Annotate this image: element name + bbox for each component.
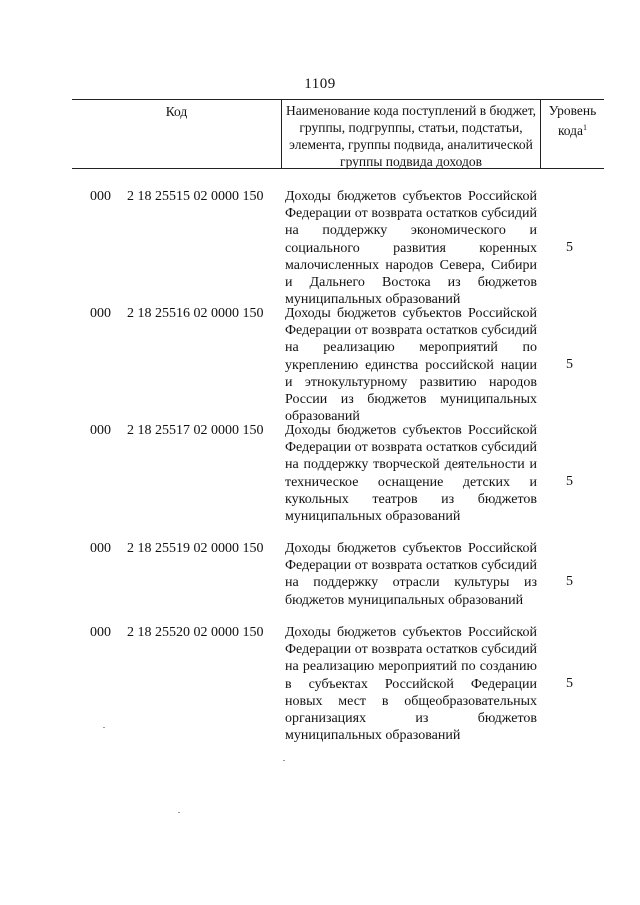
row-name: Доходы бюджетов субъектов Российской Федерации от возврата остатков субсидий на реализацию мероприятий по укреплению единства российской нации и этнокультурному развитию народов России из бюджетов муниципальных образований [285,306,537,425]
row-group-code: 000 [90,625,111,640]
header-name-label: Наименование кода поступлений в бюджет, группы, подгруппы, статьи, подстатьи, элемента, группы подвида, аналитической группы подвида доходов [281,100,541,168]
row-name: Доходы бюджетов субъектов Российской Федерации от возврата остатков субсидий на поддержку экономического и социального развития коренных малочисленных народов Севера, Сибири и Дальнего Востока из бюджетов муниципальных образований [285,189,537,308]
row-level: 5 [566,357,573,372]
row-revenue-code: 2 18 25516 02 0000 150 [127,306,264,321]
row-revenue-code: 2 18 25517 02 0000 150 [127,423,264,438]
row-name: Доходы бюджетов субъектов Российской Федерации от возврата остатков субсидий на реализацию мероприятий по созданию в субъектах Российской Федерации новых мест в общеобразовательных организациях из бюджетов муниципальных образований [285,625,537,744]
row-revenue-code: 2 18 25519 02 0000 150 [127,541,264,556]
row-group-code: 000 [90,189,111,204]
row-level: 5 [566,574,573,589]
row-level: 5 [566,474,573,489]
header-level-footnote: 1 [583,123,588,132]
scan-speck [178,812,180,813]
row-group-code: 000 [90,306,111,321]
row-revenue-code: 2 18 25520 02 0000 150 [127,625,264,640]
header-level-cell [541,100,604,168]
row-level: 5 [566,676,573,691]
header-level-label: Уровень кода [548,103,597,138]
header-code-label: Код [165,104,188,119]
scan-speck [283,760,285,761]
table-header [72,99,604,169]
row-name: Доходы бюджетов субъектов Российской Федерации от возврата остатков субсидий на поддержку отрасли культуры из бюджетов муниципальных образований [285,541,537,608]
row-revenue-code: 2 18 25515 02 0000 150 [127,189,264,204]
row-group-code: 000 [90,423,111,438]
row-name: Доходы бюджетов субъектов Российской Федерации от возврата остатков субсидий на поддержку творческой деятельности и техническое оснащение детских и кукольных театров из бюджетов муниципальных образований [285,423,537,525]
row-group-code: 000 [90,541,111,556]
scan-speck [103,727,105,728]
page-number: 1109 [304,76,336,92]
row-level: 5 [566,240,573,255]
